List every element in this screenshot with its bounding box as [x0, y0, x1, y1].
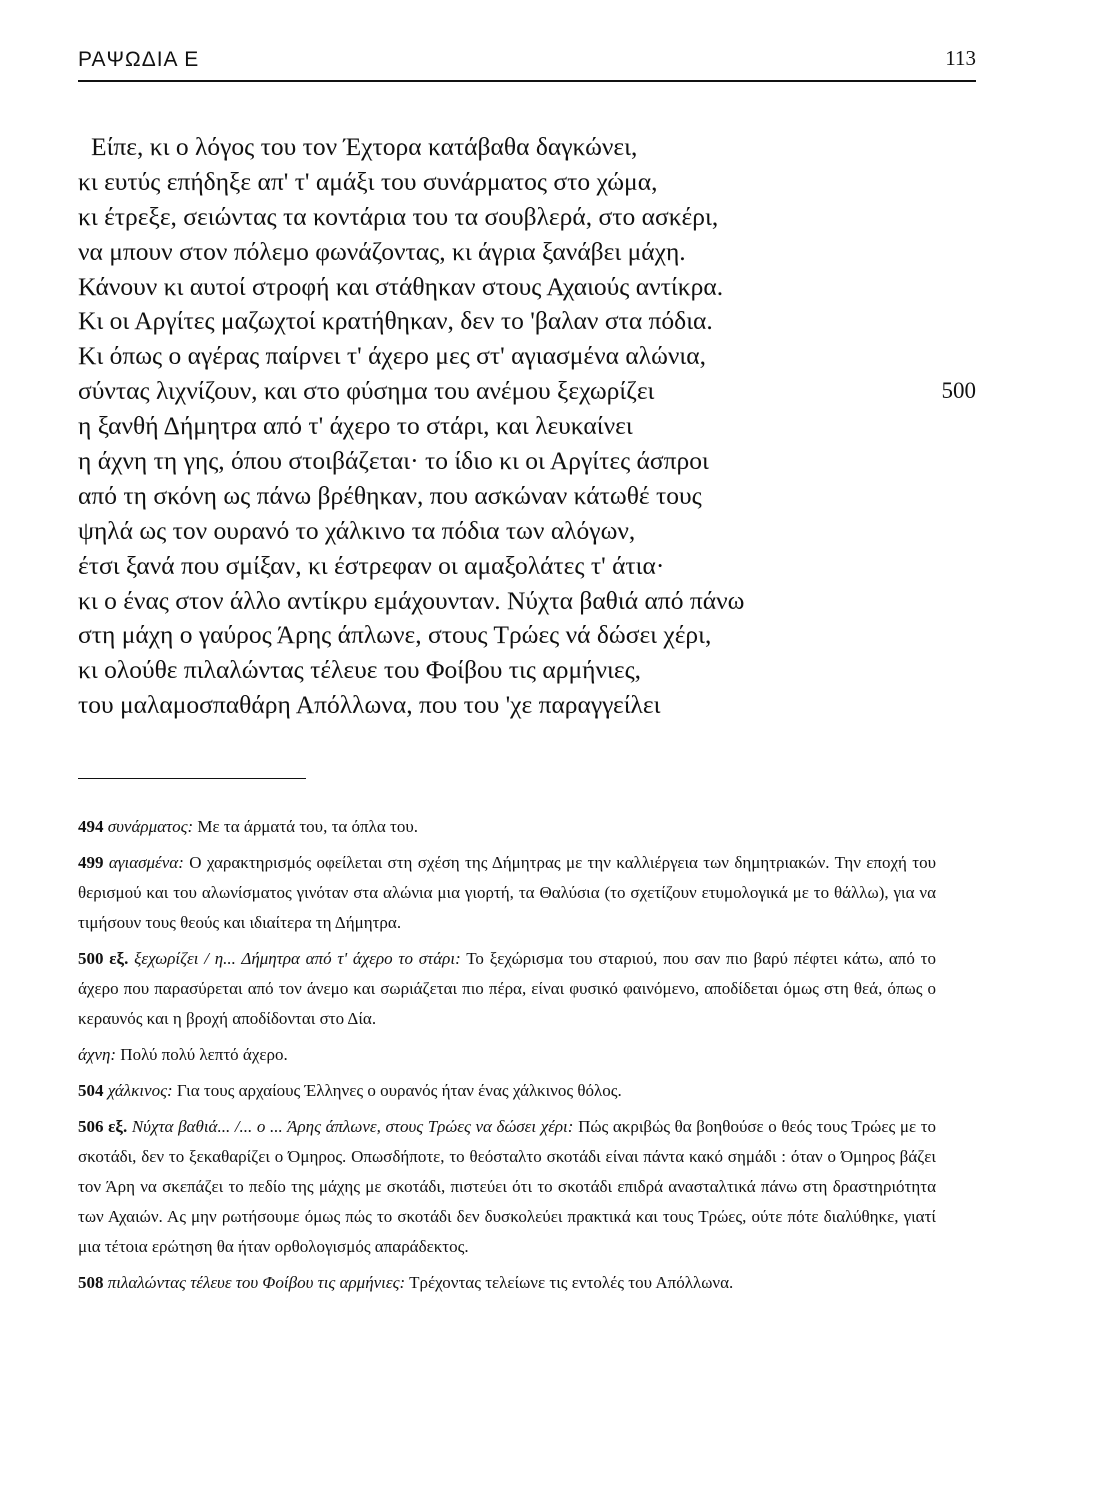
verse-line: στη μάχη ο γαύρος Άρης άπλωνε, στους Τρώες νά δώσει χέρι,: [78, 620, 712, 650]
verse-line: κι ευτύς επήδηξε απ' τ' αμάξι του συνάρματος στο χώμα,: [78, 166, 658, 196]
footnote: [78, 848, 936, 938]
verse-line: Είπε, κι ο λόγος του τον Έχτορα κατάβαθα δαγκώνει,: [91, 132, 638, 161]
verse-line: ψηλά ως τον ουρανό το χάλκινο τα πόδια των αλόγων,: [78, 515, 636, 545]
footnote-number: 500 εξ.: [78, 949, 129, 968]
footnote-text: Πώς ακριβώς θα βοηθούσε ο θεός τους Τρώες με το σκοτάδι, δεν το ξεκαθαρίζει ο Όμηρος. Οπωσδήποτε, το θεόσταλτο σκοτάδι είναι πάντα κακό σημάδι : όταν ο Όμηρος βάζει τον Άρη να σκεπάζει το πεδίο της μάχης με σκοτάδι, πιστεύει ότι το σκοτάδι επιδρά ανασταλτικά πάνω στη δραστηριότητα των Αχαιών. Ας μην ρωτήσουμε όμως πώς το σκοτάδι δεν δυσκολεύει πρακτικά και τους Τρώες, ούτε πότε διαλύθηκε, γιατί μια τέτοια ερώτηση θα ήταν ορθολογισμός απαράδεκτος.: [78, 1117, 937, 1256]
page-number: 113: [945, 46, 976, 70]
footnote-lemma: αγιασμένα:: [108, 853, 184, 872]
footnote: [78, 812, 936, 842]
verse-line: κι ο ένας στον άλλο αντίκρυ εμάχουνταν. Νύχτα βαθιά από πάνω: [78, 585, 745, 615]
footnote: [78, 1076, 936, 1106]
footnote-text: Με τα άρματά του, τα όπλα του.: [197, 817, 419, 836]
verse-line: του μαλαμοσπαθάρη Απόλλωνα, που του 'χε παραγγείλει: [78, 690, 661, 720]
line-number: 500: [941, 378, 976, 404]
footnote-separator: [78, 778, 306, 779]
verse-line: Κι όπως ο αγέρας παίρνει τ' άχερο μες στ' αγιασμένα αλώνια,: [78, 341, 706, 371]
verse-line: έτσι ξανά που σμίξαν, κι έστρεφαν οι αμαξολάτες τ' άτια·: [78, 550, 665, 580]
footnote-number: 506 εξ.: [78, 1117, 128, 1136]
running-title: ΡΑΨΩΔΙΑ Ε: [78, 48, 200, 71]
footnote-lemma: Νύχτα βαθιά... /... ο ... Άρης άπλωνε, στους Τρώες να δώσει χέρι:: [131, 1117, 574, 1136]
footnote: [78, 1112, 936, 1262]
footnote: [78, 1040, 936, 1070]
footnote-text: Το ξεχώρισμα του σταριού, που σαν πιο βαρύ πέφτει κάτω, από το άχερο που παρασύρεται από τον άνεμο και σωριάζεται πιο πέρα, είναι φυσικό φαινόμενο, αποδίδεται όμως στη θεά, όπως ο κεραυνός και η βροχή αποδίδονται στο Δία.: [78, 949, 936, 1028]
verse-line: η ξανθή Δήμητρα από τ' άχερο το στάρι, και λευκαίνει: [78, 411, 633, 441]
footnote-lemma: άχνη:: [78, 1045, 117, 1064]
footnote-lemma: πιλαλώντας τέλευε του Φοίβου τις αρμήνιες:: [107, 1273, 406, 1292]
verse-line: Κάνουν κι αυτοί στροφή και στάθηκαν στους Αχαιούς αντίκρα.: [78, 271, 724, 301]
footnote: [78, 944, 936, 1034]
verse-line: Κι οι Αργίτες μαζωχτοί κρατήθηκαν, δεν το 'βαλαν στα πόδια.: [78, 306, 713, 336]
poem-text: [78, 130, 976, 723]
footnote-text: Για τους αρχαίους Έλληνες ο ουρανός ήταν ένας χάλκινος θόλος.: [176, 1081, 622, 1100]
page-header: [78, 44, 976, 82]
verse-line: από τη σκόνη ως πάνω βρέθηκαν, που ασκώναν κάτωθέ τους: [78, 480, 702, 510]
verse-line: κι έτρεξε, σειώντας τα κοντάρια του τα σουβλερά, στο ασκέρι,: [78, 201, 719, 231]
footnotes: [78, 812, 936, 1304]
verse-line: σύντας λιχνίζουν, και στο φύσημα του ανέμου ξεχωρίζει 500: [78, 374, 976, 409]
footnote: [78, 1268, 936, 1298]
footnote-text: Πολύ πολύ λεπτό άχερο.: [120, 1045, 288, 1064]
footnote-text: Ο χαρακτηρισμός οφείλεται στη σχέση της Δήμητρας με την καλλιέργεια των δημητριακών. Την εποχή του θερισμού και του αλωνίσματος γινόταν στα αλώνια μια γιορτή, τα Θαλύσια (το σχετίζουν ετυμολογικά με το θάλλω), για να τιμήσουν τους θεούς και ιδιαίτερα τη Δήμητρα.: [78, 853, 937, 932]
verse-line: να μπουν στον πόλεμο φωνάζοντας, κι άγρια ξανάβει μάχη.: [78, 236, 686, 266]
footnote-lemma: συνάρματος:: [107, 817, 194, 836]
footnote-lemma: χάλκινος:: [107, 1081, 173, 1100]
footnote-number: 499: [78, 853, 104, 872]
footnote-number: 508: [78, 1273, 104, 1292]
verse-line: η άχνη τη γης, όπου στοιβάζεται· το ίδιο κι οι Αργίτες άσπροι: [78, 446, 709, 476]
verse-line: κι ολούθε πιλαλώντας τέλευε του Φοίβου τις αρμήνιες,: [78, 655, 642, 685]
footnote-lemma: ξεχωρίζει / η... Δήμητρα από τ' άχερο το στάρι:: [134, 949, 461, 968]
footnote-text: Τρέχοντας τελείωνε τις εντολές του Απόλλωνα.: [409, 1273, 734, 1292]
footnote-number: 494: [78, 817, 104, 836]
footnote-number: 504: [78, 1081, 104, 1100]
